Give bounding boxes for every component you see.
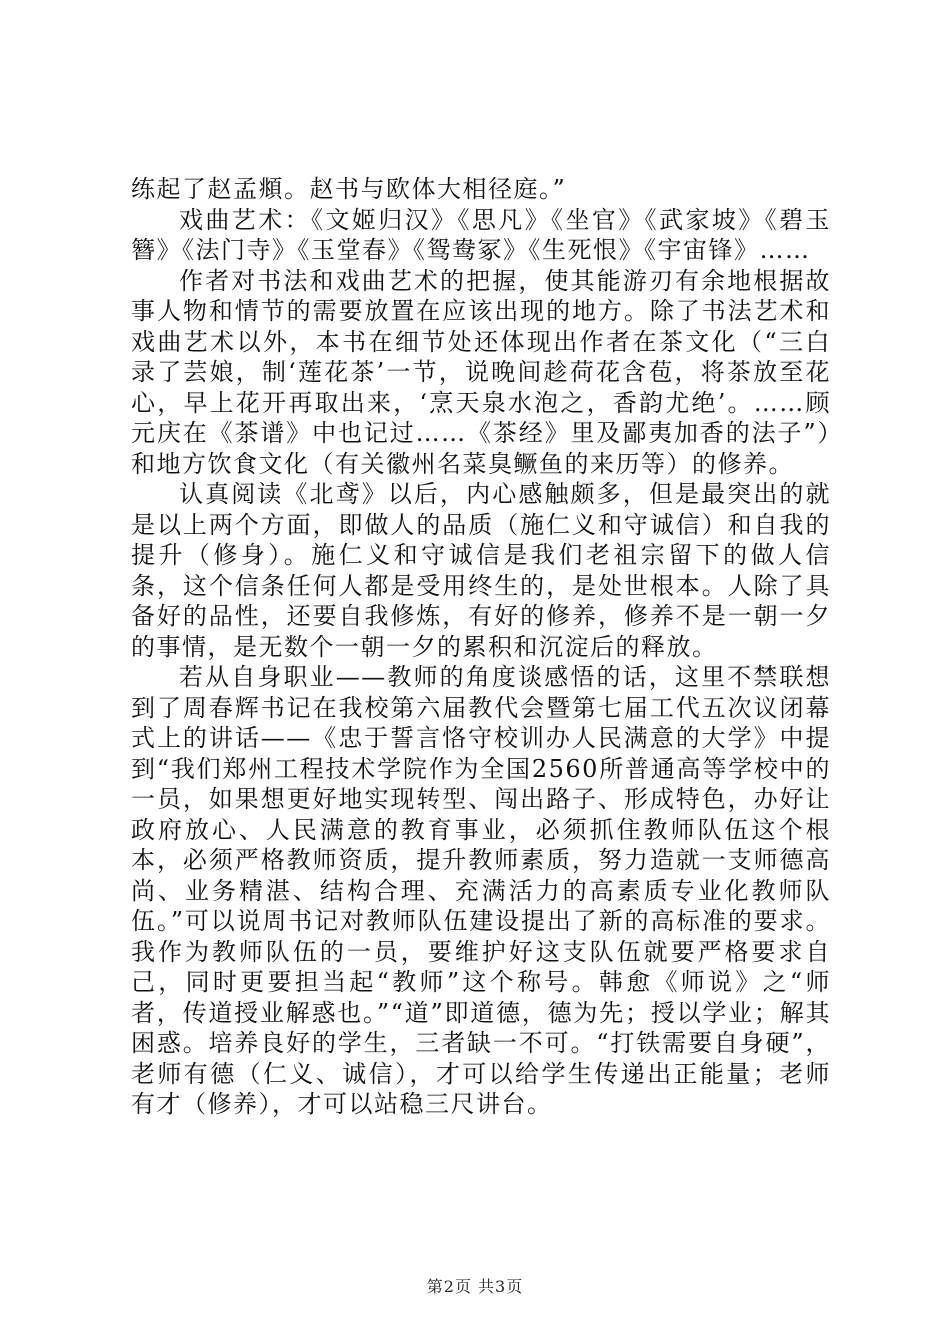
paragraph: 认真阅读《北鸢》以后，内心感触颇多，但是最突出的就是以上两个方面，即做人的品质（施仁义和守诚信）和自我的提升（修身）。施仁义和守诚信是我们老祖宗留下的做人信条，这个信条任何人都是受用终生的，是处世根本。人除了具备好的品性，还要自我修炼，有好的修养，修养不是一朝一夕的事情，是无数个一朝一夕的累积和沉淀后的释放。 [131,480,831,661]
paragraph: 练起了赵孟頫。赵书与欧体大相径庭。” [131,175,567,203]
paragraph: 若从自身职业——教师的角度谈感悟的话，这里不禁联想到了周春辉书记在我校第六届教代会暨第七届工代五次议闭幕式上的讲话——《忠于誓言恪守校训办人民满意的大学》中提到“我们郑州工程技术学院作为全国2560所普通高等学校中的一员，如果想更好地实现转型、闯出路子、形成特色，办好让政府放心、人民满意的教育事业，必须抓住教师队伍这个根本，必须严格教师资质，提升教师素质，努力造就一支师德高尚、业务精湛、结构合理、充满活力的高素质专业化教师队伍。”可以说周书记对教师队伍建设提出了新的高标准的要求。我作为教师队伍的一员，要维护好这支队伍就要严格要求自己，同时更要担当起“教师”这个称号。韩愈《师说》之“师者，传道授业解惑也。”“道”即道德，德为先；授以学业；解其困惑。培养良好的学生，三者缺一不可。“打铁需要自身硬”，老师有德（仁义、诚信），才可以给学生传递出正能量；老师有才（修养），才可以站稳三尺讲台。 [131,663,831,1118]
paragraph: 戏曲艺术：《文姬归汉》《思凡》《坐官》《武家坡》《碧玉簪》《法门寺》《玉堂春》《鸳鸯冢》《生死恨》《宇宙锋》…… [131,205,831,264]
page-number-footer: 第2页 共3页 [426,1277,524,1296]
paragraph: 作者对书法和戏曲艺术的把握，使其能游刃有余地根据故事人物和情节的需要放置在应该出现的地方。除了书法艺术和戏曲艺术以外，本书在细节处还体现出作者在茶文化（“三白录了芸娘，制‘莲花茶’一节，说晚间趁荷花含苞，将茶放至花心，早上花开再取出来，‘烹天泉水泡之，香韵尤绝’。……顾元庆在《茶谱》中也记过……《茶经》里及鄙夷加香的法子”）和地方饮食文化（有关徽州名菜臭鳜鱼的来历等）的修养。 [131,266,831,478]
document-body [131,174,831,1120]
